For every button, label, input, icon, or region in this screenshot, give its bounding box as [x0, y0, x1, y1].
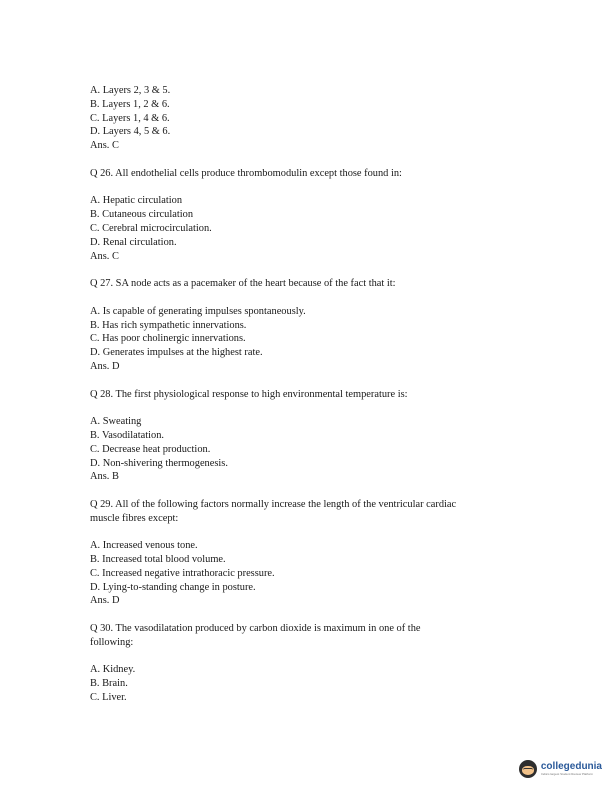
answer: Ans. B — [90, 471, 119, 483]
brand-logo — [519, 760, 602, 778]
option-b: B. Brain. — [90, 678, 128, 690]
option-b: B. Layers 1, 2 & 6. — [90, 98, 170, 110]
option-a: A. Kidney. — [90, 664, 136, 676]
option-c: C. Cerebral microcirculation. — [90, 222, 212, 234]
answer: Ans. C — [90, 140, 119, 152]
option-a: A. Hepatic circulation — [90, 195, 183, 207]
question-text-cont: muscle fibres except: — [90, 512, 179, 524]
option-b: B. Cutaneous circulation — [90, 209, 194, 221]
option-a: A. Is capable of generating impulses spontaneously. — [90, 305, 306, 317]
answer: Ans. C — [90, 250, 119, 262]
option-b: B. Increased total blood volume. — [90, 554, 226, 566]
question-text: Q 26. All endothelial cells produce thrombomodulin except those found in: — [90, 167, 402, 179]
option-c: C. Layers 1, 4 & 6. — [90, 112, 170, 124]
brand-name: collegedunia — [540, 761, 602, 772]
option-b: B. Vasodilatation. — [90, 429, 164, 441]
option-a: A. Layers 2, 3 & 5. — [90, 85, 171, 96]
question-text: Q 28. The first physiological response to high environmental temperature is: — [90, 388, 408, 400]
document-page — [90, 84, 560, 705]
option-a: A. Increased venous tone. — [90, 540, 198, 552]
answer: Ans. D — [90, 360, 120, 372]
option-c: C. Increased negative intrathoracic pressure. — [90, 567, 275, 579]
question-text-cont: following: — [90, 636, 134, 648]
option-d: D. Layers 4, 5 & 6. — [90, 126, 171, 138]
question-text: Q 29. All of the following factors normally increase the length of the ventricular cardiac — [90, 498, 457, 510]
option-c: C. Decrease heat production. — [90, 443, 211, 455]
option-d: D. Lying-to-standing change in posture. — [90, 581, 256, 593]
brand-text — [541, 762, 602, 776]
question-text: Q 27. SA node acts as a pacemaker of the heart because of the fact that it: — [90, 278, 396, 290]
brand-tagline: India's largest Student Review Platform — [540, 772, 594, 776]
option-b: B. Has rich sympathetic innervations. — [90, 319, 247, 331]
option-d: D. Non-shivering thermogenesis. — [90, 457, 228, 469]
answer: Ans. D — [90, 595, 120, 607]
option-a: A. Sweating — [90, 416, 142, 428]
question-text: Q 30. The vasodilatation produced by carbon dioxide is maximum in one of the — [90, 623, 421, 635]
option-c: C. Liver. — [90, 692, 127, 704]
mascot-icon — [519, 760, 537, 778]
option-d: D. Generates impulses at the highest rate. — [90, 347, 263, 359]
option-c: C. Has poor cholinergic innervations. — [90, 333, 246, 345]
option-d: D. Renal circulation. — [90, 236, 177, 248]
